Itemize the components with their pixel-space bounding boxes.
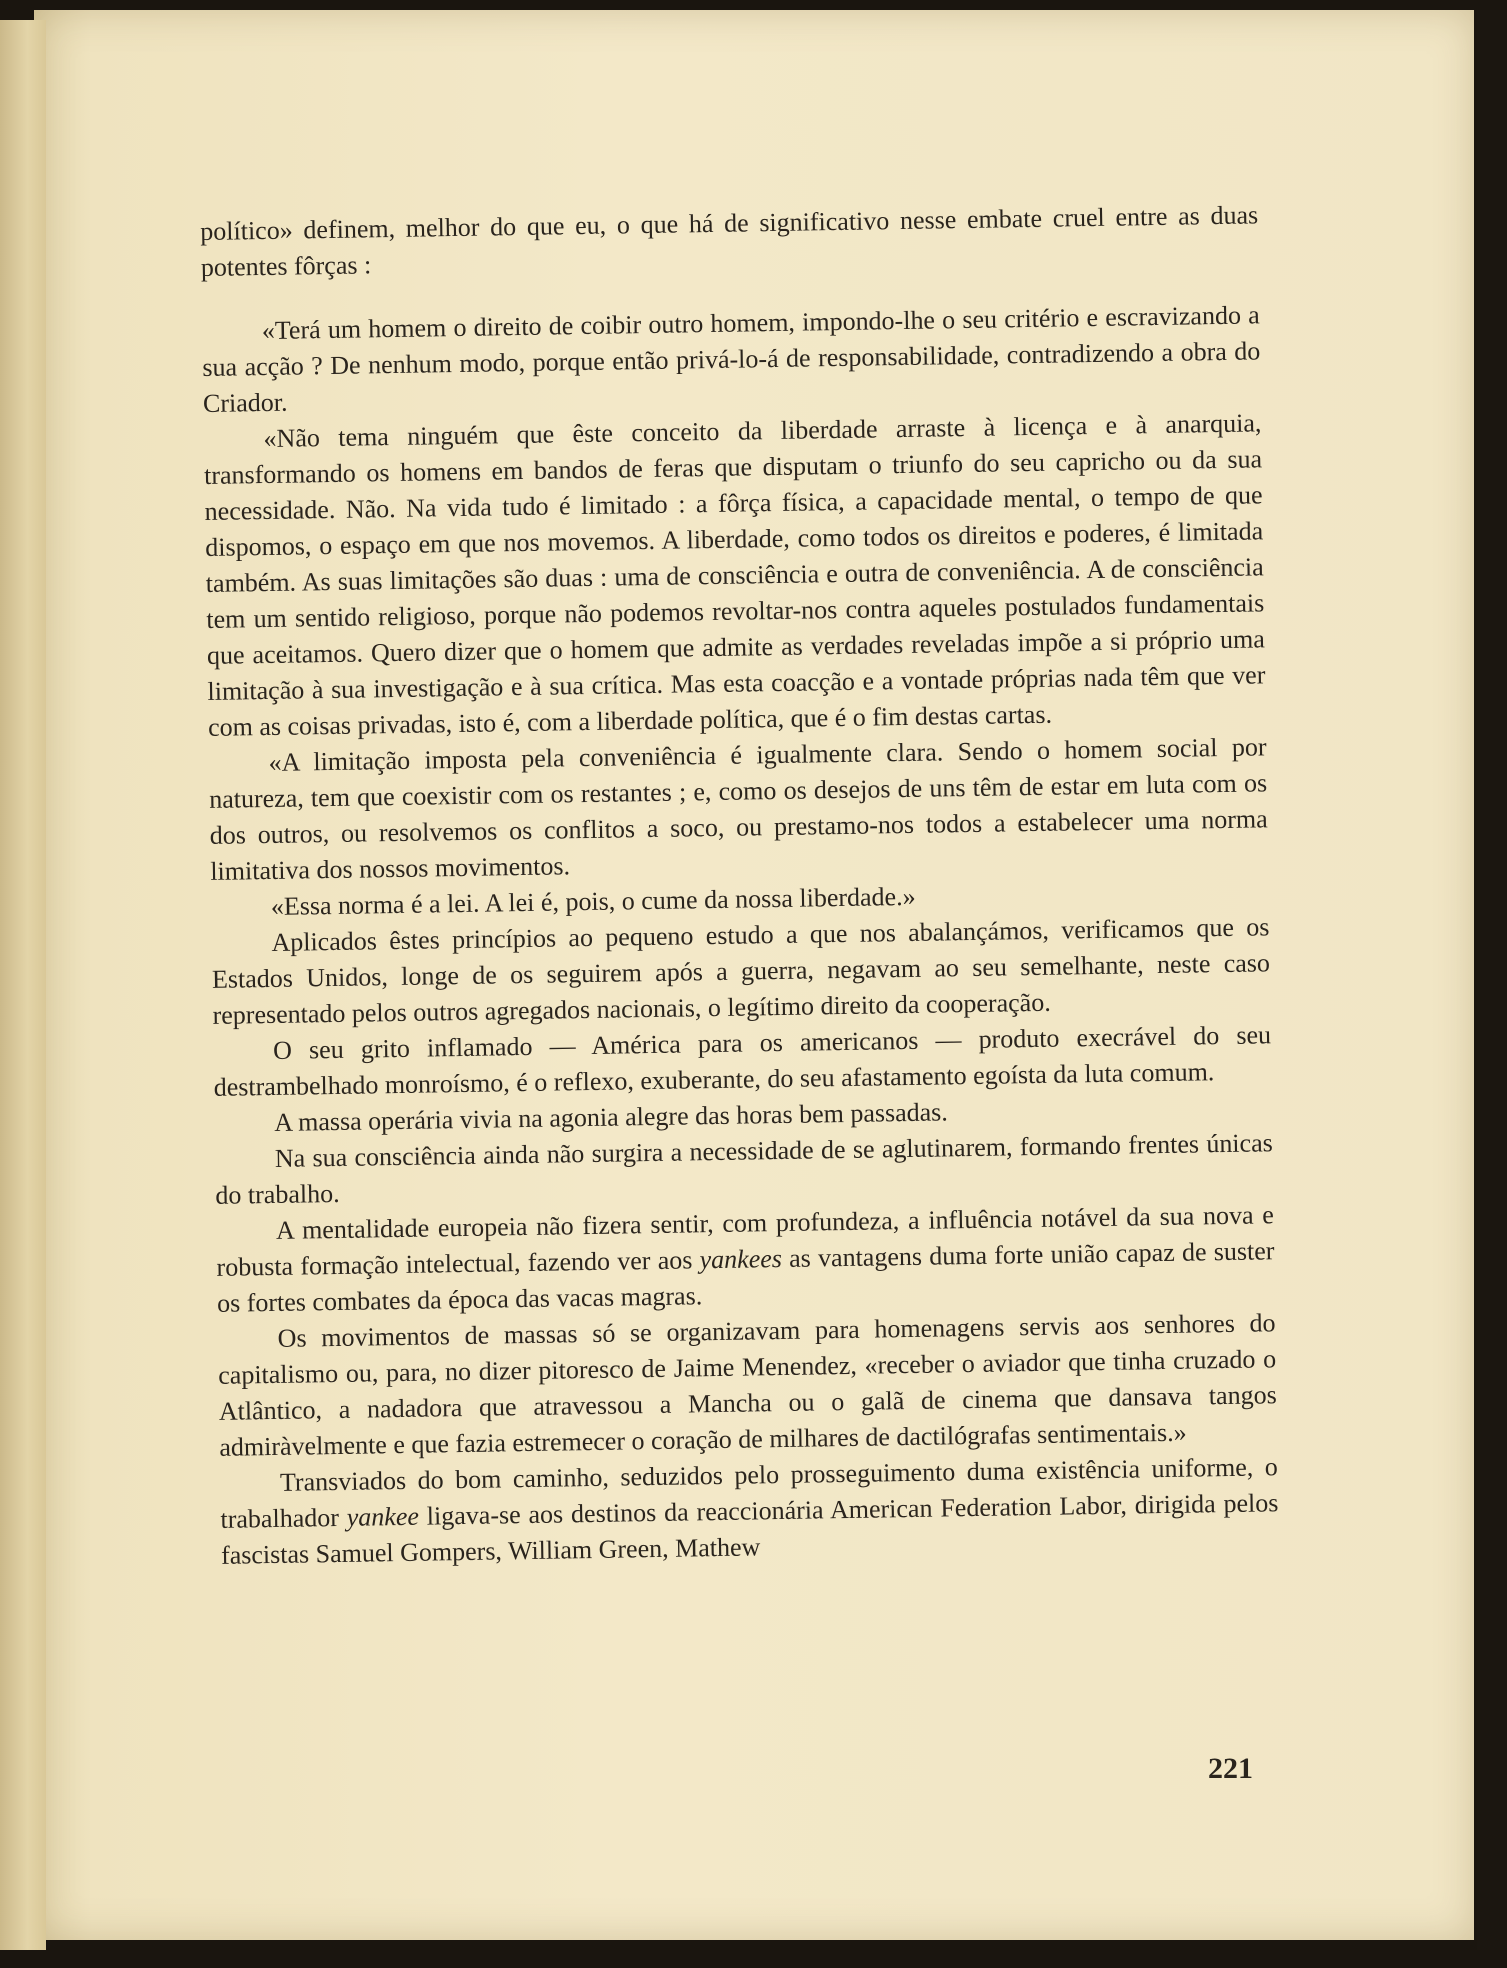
paragraph-1: político» definem, melhor do que eu, o que há de significativo nesse embate cruel entre as duas potentes fôrças : [200, 200, 1259, 282]
paragraph-3: «Não tema ninguém que êste conceito da liberdade arraste à licença e à anarquia, transformando os homens em bandos de feras que disputam o triunfo do seu capricho ou da sua necessidade. Não. Na vida tudo é limitado : a fôrça física, a capacidade mental, o tempo de que dispomos, o espaço em que nos movemos. A liberdade, como todos os direitos e poderes, é limitada também. As suas limitações são duas : uma de consciência e outra de conveniência. A de consciência tem um sentido religioso, porque não podemos revoltar-nos contra aqueles postulados fundamentais que aceitamos. Quero dizer que o homem que admite as verdades reveladas impõe a si próprio uma limitação à sua investigação e à sua crítica. Mas esta coacção e a vontade próprias nada têm que ver com as coisas privadas, isto é, com a liberdade política, que é o fim destas cartas. [203, 408, 1266, 742]
paragraph-10-text-a: A mentalidade europeia não fizera sentir, com profundeza, a influência notável da sua nova e robusta formação intelectual, fazendo ver aos [216, 1200, 1275, 1282]
paragraph-9: Na sua consciência ainda não surgira a necessidade de se aglutinarem, formando frentes únicas do trabalho. [215, 1128, 1273, 1210]
book-gutter [0, 20, 46, 1950]
paragraph-12-text-b: ligava-se aos destinos da reaccionária American Federation Labor, dirigida pelos fascistas Samuel Gompers, William Green, Mathew [220, 1488, 1279, 1570]
paragraph-11: Os movimentos de massas só se organizavam para homenagens servis aos senhores do capitalismo ou, para, no dizer pitoresco de Jaime Menendez, «receber o aviador que tinha cruzado o Atlântico, a nadadora que atravessou a Mancha ou o galã de cinema que dansava tangos admiràvelmente e que fazia estremecer o coração de milhares de dactilógrafas sentimentais.» [218, 1308, 1277, 1462]
paragraph-4: «A limitação imposta pela conveniência é igualmente clara. Sendo o homem social por natureza, tem que coexistir com os restantes ; e, como os desejos de uns têm de estar em luta com os dos outros, ou resolvemos os conflitos a soco, ou prestamo-nos todos a estabelecer uma norma limitativa dos nossos movimentos. [208, 732, 1268, 886]
scan-border [1477, 10, 1507, 1950]
paragraph-2: «Terá um homem o direito de coibir outro homem, impondo-lhe o seu critério e escravizando a sua acção ? De nenhum modo, porque então privá-lo-á de responsabilidade, contradizendo a obra do Criador. [202, 300, 1261, 418]
page-number: 221 [1208, 1752, 1253, 1785]
italic-yankee: yankee [346, 1501, 420, 1532]
paragraph-10-text-b: as vantagens duma forte união capaz de suster os fortes combates da época das vacas magras. [216, 1236, 1275, 1318]
paragraph-8: A massa operária vivia na agonia alegre das horas bem passadas. [274, 1097, 949, 1137]
body-text [200, 197, 1279, 1573]
paragraph-10 [216, 1197, 1276, 1322]
paragraph-6: Aplicados êstes princípios ao pequeno estudo a que nos abalançámos, verificamos que os Estados Unidos, longe de os seguirem após a guerra, negavam ao seu semelhante, neste caso representado pelos outros agregados nacionais, o legítimo direito da cooperação. [211, 912, 1271, 1030]
paragraph-12-text-a: Transviados do bom caminho, seduzidos pelo prosseguimento duma existência uniforme, o trabalhador [220, 1452, 1279, 1534]
paragraph-5: «Essa norma é a lei. A lei é, pois, o cume da nossa liberdade.» [270, 881, 916, 921]
paragraph-12 [220, 1449, 1280, 1574]
italic-yankees: yankees [699, 1243, 783, 1275]
paragraph-7: O seu grito inflamado — América para os americanos — produto execrável do seu destrambelhado monroísmo, é o reflexo, exuberante, do seu afastamento egoísta da luta comum. [213, 1020, 1272, 1102]
